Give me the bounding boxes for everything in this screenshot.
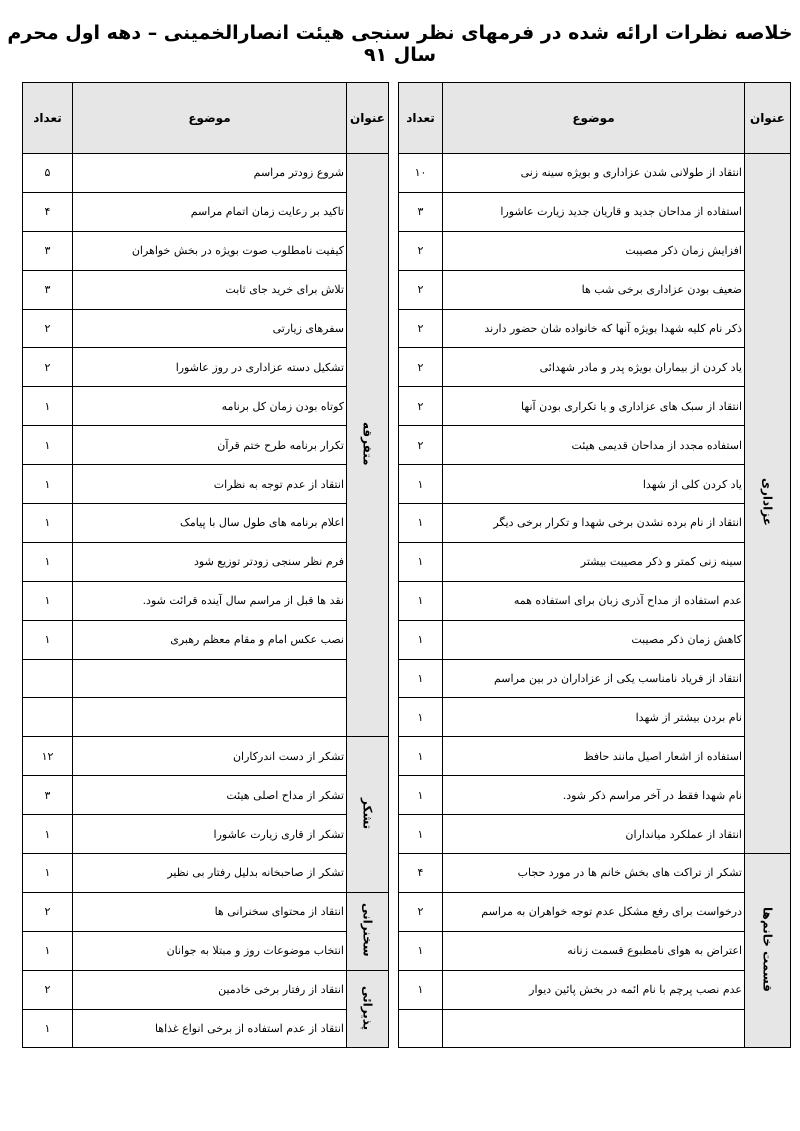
- table-row: [399, 387, 791, 426]
- count-cell: ۱: [23, 1009, 73, 1048]
- subject-cell: سفرهای زیارتی: [73, 309, 347, 348]
- table-row: [23, 348, 389, 387]
- count-cell: ۱: [23, 426, 73, 465]
- category-label: پذیرائی: [360, 985, 375, 1030]
- subject-cell: کوتاه بودن زمان کل برنامه: [73, 387, 347, 426]
- subject-cell: درخواست برای رفع مشکل عدم توجه خواهران به مراسم: [443, 892, 745, 931]
- table-row: [23, 1009, 389, 1048]
- table-row: [23, 892, 389, 931]
- table-row: [23, 815, 389, 854]
- count-cell: ۱: [399, 659, 443, 698]
- table-row: [399, 348, 791, 387]
- subject-cell: تشکر از دست اندرکاران: [73, 737, 347, 776]
- subject-cell: تلاش برای خرید جای ثابت: [73, 270, 347, 309]
- count-cell: ۲: [399, 387, 443, 426]
- table-row: [23, 737, 389, 776]
- subject-cell: انتقاد از محتوای سخنرانی ها: [73, 892, 347, 931]
- header-subject: موضوع: [73, 83, 347, 154]
- subject-cell: تشکر از قاری زیارت عاشورا: [73, 815, 347, 854]
- table-row: [399, 659, 791, 698]
- table-row: [23, 581, 389, 620]
- count-cell: ۱۲: [23, 737, 73, 776]
- table-row: [23, 854, 389, 893]
- subject-cell: یاد کردن از بیماران بویژه پدر و مادر شهدائی: [443, 348, 745, 387]
- count-cell: ۱: [23, 581, 73, 620]
- table-row: [23, 970, 389, 1009]
- count-cell: ۲: [399, 426, 443, 465]
- subject-cell: [73, 698, 347, 737]
- subject-cell: نقد ها قبل از مراسم سال آینده قرائت شود.: [73, 581, 347, 620]
- table-row: [23, 542, 389, 581]
- subject-cell: [73, 659, 347, 698]
- count-cell: ۲: [399, 231, 443, 270]
- subject-cell: تشکیل دسته عزاداری در روز عاشورا: [73, 348, 347, 387]
- header-count: تعداد: [23, 83, 73, 154]
- table-row: [23, 659, 389, 698]
- count-cell: ۳: [23, 231, 73, 270]
- count-cell: ۳: [399, 192, 443, 231]
- table-row: [399, 815, 791, 854]
- table-row: [399, 854, 791, 893]
- category-cell: [347, 737, 389, 893]
- count-cell: ۲: [399, 309, 443, 348]
- left-summary-table: [22, 82, 389, 1048]
- table-row: [23, 465, 389, 504]
- subject-cell: استفاده از اشعار اصیل مانند حافظ: [443, 737, 745, 776]
- subject-cell: یاد کردن کلی از شهدا: [443, 465, 745, 504]
- subject-cell: تشکر از مداح اصلی هیئت: [73, 776, 347, 815]
- table-row: [399, 931, 791, 970]
- count-cell: ۱: [23, 504, 73, 543]
- subject-cell: کاهش زمان ذکر مصیبت: [443, 620, 745, 659]
- count-cell: ۱: [399, 465, 443, 504]
- subject-cell: نصب عکس امام و مقام معظم رهبری: [73, 620, 347, 659]
- table-row: [23, 231, 389, 270]
- count-cell: ۱: [23, 542, 73, 581]
- count-cell: [23, 698, 73, 737]
- table-row: [399, 504, 791, 543]
- table-row: [399, 776, 791, 815]
- table-row: [399, 465, 791, 504]
- table-row: [23, 620, 389, 659]
- count-cell: ۱: [399, 931, 443, 970]
- table-row: [23, 387, 389, 426]
- subject-cell: تاکید بر رعایت زمان اتمام مراسم: [73, 192, 347, 231]
- category-cell: [347, 970, 389, 1048]
- subject-cell: [443, 1009, 745, 1048]
- table-row: [399, 892, 791, 931]
- subject-cell: نام شهدا فقط در آخر مراسم ذکر شود.: [443, 776, 745, 815]
- table-row: [23, 504, 389, 543]
- count-cell: ۲: [23, 309, 73, 348]
- count-cell: ۱: [399, 970, 443, 1009]
- category-label: متفرقه: [360, 421, 375, 466]
- subject-cell: تشکر از صاحبخانه بدلیل رفتار بی نظیر: [73, 854, 347, 893]
- subject-cell: استفاده مجدد از مداحان قدیمی هیئت: [443, 426, 745, 465]
- count-cell: ۱: [23, 465, 73, 504]
- subject-cell: انتخاب موضوعات روز و مبتلا به جوانان: [73, 931, 347, 970]
- header-category: عنوان: [745, 83, 791, 154]
- count-cell: ۱: [399, 698, 443, 737]
- subject-cell: انتقاد از عدم توجه به نظرات: [73, 465, 347, 504]
- count-cell: ۱: [399, 581, 443, 620]
- header-subject: موضوع: [443, 83, 745, 154]
- category-cell: [347, 892, 389, 970]
- count-cell: ۲: [399, 270, 443, 309]
- subject-cell: ذکر نام کلیه شهدا بویژه آنها که خانواده شان حضور دارند: [443, 309, 745, 348]
- subject-cell: کیفیت نامطلوب صوت بویژه در بخش خواهران: [73, 231, 347, 270]
- category-label: سخنرانی: [360, 903, 375, 957]
- table-row: [399, 970, 791, 1009]
- category-cell: [347, 154, 389, 737]
- subject-cell: انتقاد از سبک های عزاداری و یا تکراری بودن آنها: [443, 387, 745, 426]
- table-row: [23, 698, 389, 737]
- count-cell: ۳: [23, 776, 73, 815]
- count-cell: ۱: [23, 854, 73, 893]
- category-label: تشکر: [360, 797, 375, 829]
- subject-cell: فرم نظر سنجی زودتر توزیع شود: [73, 542, 347, 581]
- category-cell: [745, 154, 791, 854]
- table-row: [399, 231, 791, 270]
- subject-cell: انتقاد از فریاد نامناسب یکی از عزاداران در بین مراسم: [443, 659, 745, 698]
- count-cell: ۱: [23, 931, 73, 970]
- subject-cell: شروع زودتر مراسم: [73, 154, 347, 193]
- count-cell: ۱: [23, 620, 73, 659]
- count-cell: ۱: [399, 542, 443, 581]
- subject-cell: سینه زنی کمتر و ذکر مصیبت بیشتر: [443, 542, 745, 581]
- table-row: [399, 1009, 791, 1048]
- table-row: [399, 581, 791, 620]
- count-cell: ۲: [399, 348, 443, 387]
- count-cell: ۳: [23, 270, 73, 309]
- count-cell: ۱: [399, 815, 443, 854]
- table-row: [399, 542, 791, 581]
- right-summary-table: [398, 82, 791, 1048]
- subject-cell: عدم نصب پرچم با نام ائمه در بخش پائین دیوار: [443, 970, 745, 1009]
- table-header-row: [399, 83, 791, 154]
- count-cell: ۱: [23, 387, 73, 426]
- count-cell: ۱: [399, 776, 443, 815]
- count-cell: ۵: [23, 154, 73, 193]
- count-cell: [23, 659, 73, 698]
- table-row: [23, 270, 389, 309]
- page-title: خلاصه نظرات ارائه شده در فرمهای نظر سنجی هیئت انصارالخمینی – دهه اول محرم سال ۹۱: [7, 22, 793, 66]
- category-label: عزاداری: [760, 478, 775, 526]
- count-cell: ۲: [23, 970, 73, 1009]
- table-row: [23, 192, 389, 231]
- count-cell: ۱: [399, 620, 443, 659]
- subject-cell: انتقاد از طولانی شدن عزاداری و بویژه سینه زنی: [443, 154, 745, 193]
- header-count: تعداد: [399, 83, 443, 154]
- subject-cell: انتقاد از رفتار برخی خادمین: [73, 970, 347, 1009]
- count-cell: ۱: [399, 737, 443, 776]
- table-row: [399, 154, 791, 193]
- subject-cell: استفاده از مداحان جدید و قاریان جدید زیارت عاشورا: [443, 192, 745, 231]
- count-cell: ۲: [23, 892, 73, 931]
- table-row: [399, 426, 791, 465]
- count-cell: [399, 1009, 443, 1048]
- subject-cell: عدم استفاده از مداح آذری زبان برای استفاده همه: [443, 581, 745, 620]
- table-row: [399, 737, 791, 776]
- count-cell: ۲: [399, 892, 443, 931]
- table-row: [399, 698, 791, 737]
- subject-cell: تشکر از تراکت های بخش خانم ها در مورد حجاب: [443, 854, 745, 893]
- table-row: [23, 776, 389, 815]
- table-row: [23, 426, 389, 465]
- subject-cell: نام بردن بیشتر از شهدا: [443, 698, 745, 737]
- table-row: [399, 309, 791, 348]
- subject-cell: اعتراض به هوای نامطبوع قسمت زنانه: [443, 931, 745, 970]
- count-cell: ۱: [23, 815, 73, 854]
- subject-cell: ضعیف بودن عزاداری برخی شب ها: [443, 270, 745, 309]
- table-row: [23, 154, 389, 193]
- count-cell: ۱۰: [399, 154, 443, 193]
- category-cell: [745, 854, 791, 1048]
- category-label: قسمت خانم‌ها: [760, 906, 775, 992]
- table-row: [23, 931, 389, 970]
- count-cell: ۴: [399, 854, 443, 893]
- header-category: عنوان: [347, 83, 389, 154]
- subject-cell: تکرار برنامه طرح ختم قرآن: [73, 426, 347, 465]
- subject-cell: اعلام برنامه های طول سال با پیامک: [73, 504, 347, 543]
- table-row: [399, 192, 791, 231]
- subject-cell: انتقاد از عدم استفاده از برخی انواع غذاها: [73, 1009, 347, 1048]
- table-header-row: [23, 83, 389, 154]
- table-row: [399, 270, 791, 309]
- count-cell: ۱: [399, 504, 443, 543]
- subject-cell: انتقاد از نام برده نشدن برخی شهدا و تکرار برخی دیگر: [443, 504, 745, 543]
- table-row: [23, 309, 389, 348]
- count-cell: ۲: [23, 348, 73, 387]
- table-row: [399, 620, 791, 659]
- subject-cell: افزایش زمان ذکر مصیبت: [443, 231, 745, 270]
- subject-cell: انتقاد از عملکرد میانداران: [443, 815, 745, 854]
- count-cell: ۴: [23, 192, 73, 231]
